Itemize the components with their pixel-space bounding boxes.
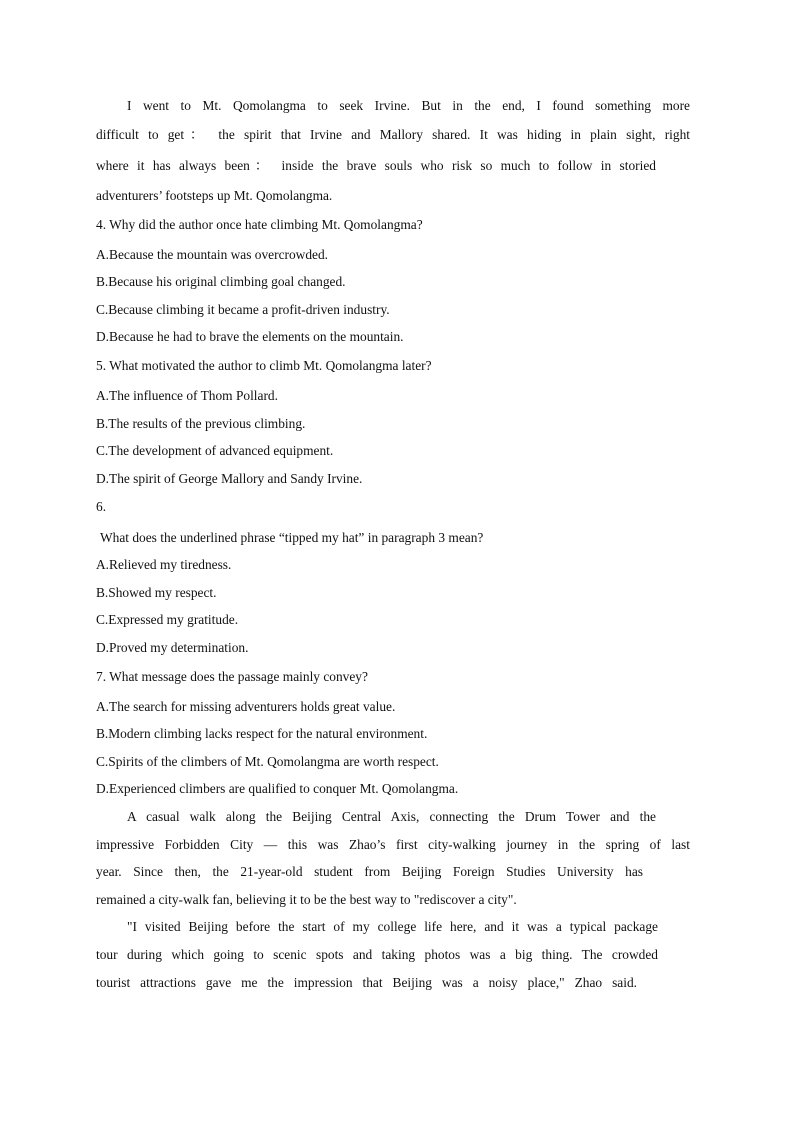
question-4-option-d: D.Because he had to brave the elements on the mountain. [96,329,404,344]
passage-line: tourist attractions gave me the impression that Beijing was a noisy place," Zhao said. [96,975,637,990]
passage-line: "I visited Beijing before the start of my college life here, and it was a typical package [127,919,658,934]
question-5-option-d: D.The spirit of George Mallory and Sandy Irvine. [96,471,363,486]
question-5-option-c: C.The development of advanced equipment. [96,443,334,458]
passage-line: A casual walk along the Beijing Central Axis, connecting the Drum Tower and the [127,809,656,824]
question-6-option-a: A.Relieved my tiredness. [96,557,232,572]
question-7-option-b: B.Modern climbing lacks respect for the natural environment. [96,726,428,741]
question-4-option-b: B.Because his original climbing goal changed. [96,274,346,289]
passage-line: I went to Mt. Qomolangma to seek Irvine. But in the end, I found something more [127,98,690,113]
passage-line: impressive Forbidden City — this was Zhao’s first city-walking journey in the spring of last [96,837,690,852]
question-5-option-a: A.The influence of Thom Pollard. [96,388,278,403]
passage-line: difficult to get： the spirit that Irvine and Mallory shared. It was hiding in plain sight, right [96,127,690,142]
passage-line: remained a city-walk fan, believing it to be the best way to "rediscover a city". [96,892,517,907]
question-5-option-b: B.The results of the previous climbing. [96,416,306,431]
question-6-stem: What does the underlined phrase “tipped my hat” in paragraph 3 mean? [100,530,484,545]
question-4-stem: 4. Why did the author once hate climbing Mt. Qomolangma? [96,217,423,232]
passage-line: adventurers’ footsteps up Mt. Qomolangma. [96,188,333,203]
passage-line: year. Since then, the 21-year-old student from Beijing Foreign Studies University has [96,864,643,879]
question-7-option-a: A.The search for missing adventurers holds great value. [96,699,396,714]
question-4-option-c: C.Because climbing it became a profit-driven industry. [96,302,390,317]
question-6-option-c: C.Expressed my gratitude. [96,612,239,627]
question-6-option-d: D.Proved my determination. [96,640,249,655]
question-5-stem: 5. What motivated the author to climb Mt. Qomolangma later? [96,358,432,373]
passage-line: tour during which going to scenic spots and taking photos was a big thing. The crowded [96,947,658,962]
question-4-option-a: A.Because the mountain was overcrowded. [96,247,329,262]
question-7-stem: 7. What message does the passage mainly convey? [96,669,368,684]
question-7-option-c: C.Spirits of the climbers of Mt. Qomolangma are worth respect. [96,754,439,769]
passage-line: where it has always been： inside the brave souls who risk so much to follow in storied [96,158,656,173]
question-6-option-b: B.Showed my respect. [96,585,217,600]
question-6-number: 6. [96,499,107,514]
question-7-option-d: D.Experienced climbers are qualified to conquer Mt. Qomolangma. [96,781,459,796]
